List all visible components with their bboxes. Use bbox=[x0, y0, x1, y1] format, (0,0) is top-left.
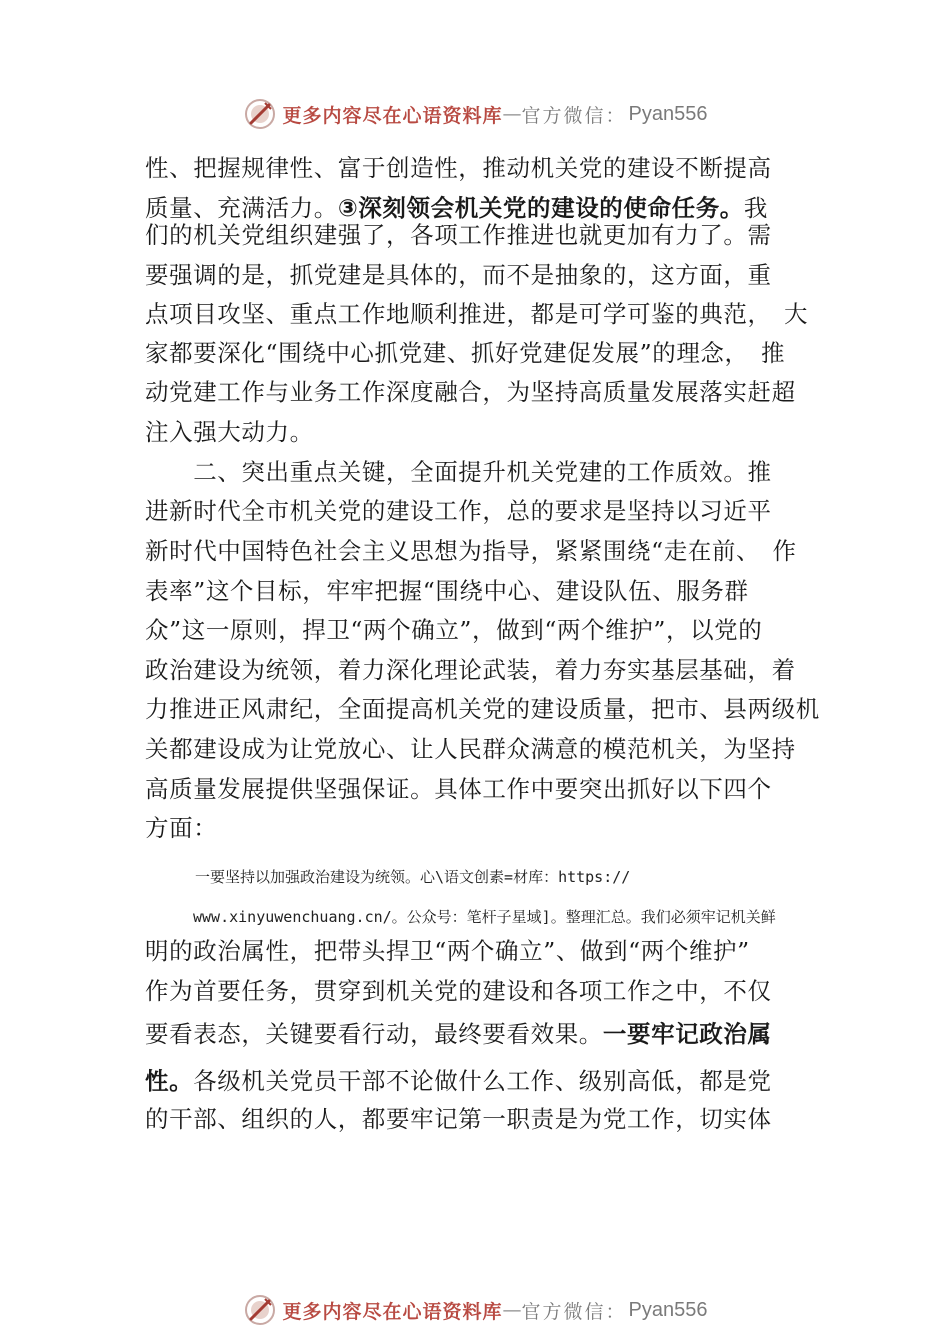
text-line: 性、把握规律性、富于创造性，推动机关党的建设不断提高 bbox=[145, 154, 772, 182]
small-text-line: www.xinyuwenchuang.cn/。公众号：笔杆子星域]。整理汇总。我们必须牢记机关鲜 bbox=[193, 908, 776, 926]
text-line bbox=[145, 193, 768, 223]
text-run: 质量、充满活力。 bbox=[145, 194, 338, 222]
text-line: 关都建设成为让党放心、让人民群众满意的模范机关，为坚持 bbox=[145, 735, 796, 763]
small-text-line: 一要坚持以加强政治建设为统领。心\语文创素=材库：https:// bbox=[195, 868, 631, 886]
header-separator: — bbox=[502, 103, 522, 125]
text-line bbox=[145, 1019, 772, 1049]
text-line: 表率”这个目标，牢牢把握“围绕中心、建设队伍、服务群 bbox=[145, 577, 749, 605]
text-line: 众”这一原则，捍卫“两个确立”，做到“两个维护”，以党的 bbox=[145, 616, 763, 644]
seal-logo-icon bbox=[243, 1293, 277, 1327]
seal-logo-icon bbox=[243, 97, 277, 131]
text-line: 力推进正风肃纪，全面提高机关党的建设质量，把市、县两级机 bbox=[145, 695, 820, 723]
footer-watermark-text: 更多内容尽在心语资料库 bbox=[282, 1300, 503, 1323]
text-line: 方面： bbox=[145, 814, 218, 842]
text-line: 新时代中国特色社会主义思想为指导，紧紧围绕“走在前、 作 bbox=[145, 537, 797, 565]
text-run: 要看表态，关键要看行动，最终要看效果。 bbox=[145, 1020, 603, 1048]
text-line: 高质量发展提供坚强保证。具体工作中要突出抓好以下四个 bbox=[145, 775, 772, 803]
bold-heading-run: 性。 bbox=[145, 1067, 194, 1095]
text-line: 要强调的是，抓党建是具体的，而不是抽象的，这方面，重 bbox=[145, 261, 772, 289]
bold-heading-run: ③深刻领会机关党的建设的使命任务。 bbox=[337, 194, 744, 222]
text-line: 家都要深化“围绕中心抓党建、抓好党建促发展”的理念， 推 bbox=[145, 339, 786, 367]
text-line: 们的机关党组织建强了，各项工作推进也就更加有力了。需 bbox=[145, 221, 772, 249]
header-watermark-text: 更多内容尽在心语资料库 bbox=[282, 104, 503, 127]
text-run: 各级机关党员干部不论做什么工作、级别高低，都是党 bbox=[193, 1067, 772, 1095]
text-line: 点项目攻坚、重点工作地顺利推进，都是可学可鉴的典范， 大 bbox=[145, 300, 809, 328]
footer-wechat-id: Pyan556 bbox=[628, 1298, 708, 1321]
text-line: 进新时代全市机关党的建设工作，总的要求是坚持以习近平 bbox=[145, 497, 772, 525]
header-wechat-id: Pyan556 bbox=[628, 102, 708, 125]
bold-heading-run: 一要牢记政治属 bbox=[602, 1020, 772, 1048]
text-line: 二、突出重点关键，全面提升机关党建的工作质效。推 bbox=[145, 458, 772, 486]
text-line: 明的政治属性，把带头捍卫“两个确立”、做到“两个维护” bbox=[145, 937, 750, 965]
footer-separator: — bbox=[502, 1299, 522, 1321]
text-line: 作为首要任务，贯穿到机关党的建设和各项工作之中，不仅 bbox=[145, 977, 772, 1005]
footer-watermark-banner bbox=[0, 1290, 950, 1330]
header-wechat-label: 官方微信： bbox=[521, 104, 627, 127]
header-watermark-banner bbox=[0, 94, 950, 134]
footer-wechat-label: 官方微信： bbox=[521, 1300, 627, 1323]
text-run: 我 bbox=[743, 194, 769, 222]
text-line bbox=[145, 1066, 772, 1096]
text-line: 动党建工作与业务工作深度融合，为坚持高质量发展落实赶超 bbox=[145, 378, 796, 406]
text-line: 的干部、组织的人，都要牢记第一职责是为党工作，切实体 bbox=[145, 1105, 772, 1133]
text-line: 政治建设为统领，着力深化理论武装，着力夯实基层基础，着 bbox=[145, 656, 796, 684]
text-line: 注入强大动力。 bbox=[145, 418, 314, 446]
